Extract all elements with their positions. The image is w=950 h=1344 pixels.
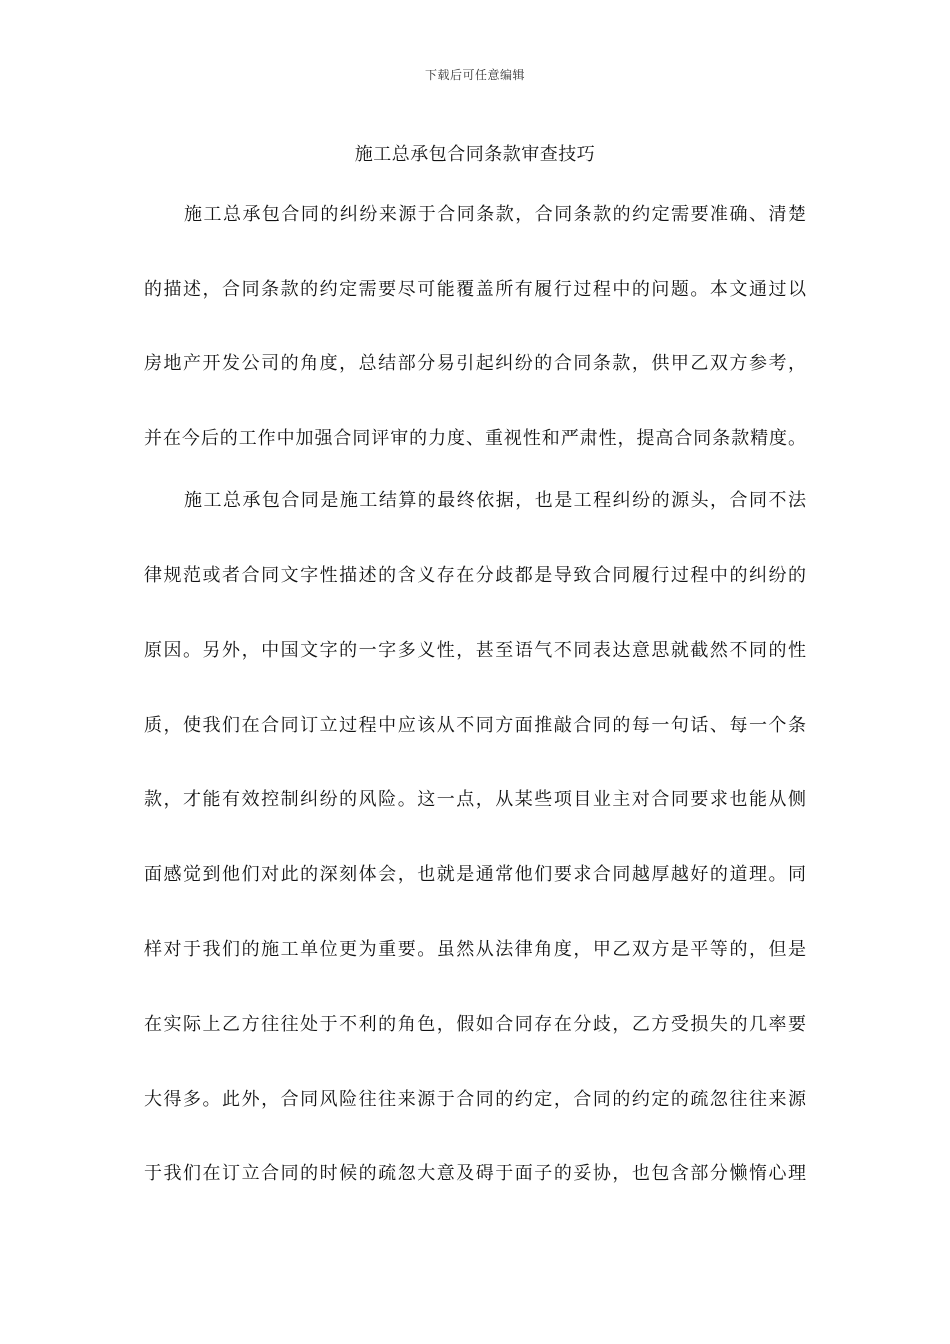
paragraph-line: 房地产开发公司的角度，总结部分易引起纠纷的合同条款，供甲乙双方参考， (144, 353, 806, 374)
paragraph-line: 并在今后的工作中加强合同评审的力度、重视性和严肃性，提高合同条款精度。 (144, 428, 806, 449)
paragraph-line: 原因。另外，中国文字的一字多义性，甚至语气不同表达意思就截然不同的性 (144, 640, 806, 661)
paragraph-line: 的描述，合同条款的约定需要尽可能覆盖所有履行过程中的问题。本文通过以 (144, 279, 806, 300)
paragraph-line: 质，使我们在合同订立过程中应该从不同方面推敲合同的每一句话、每一个条 (144, 715, 806, 736)
header-note: 下载后可任意编辑 (424, 68, 525, 82)
paragraph-line: 施工总承包合同的纠纷来源于合同条款，合同条款的约定需要准确、清楚 (184, 204, 806, 225)
paragraph-line: 律规范或者合同文字性描述的含义存在分歧都是导致合同履行过程中的纠纷的 (144, 565, 806, 586)
paragraph-line: 样对于我们的施工单位更为重要。虽然从法律角度，甲乙双方是平等的，但是 (144, 939, 806, 960)
paragraph-line: 面感觉到他们对此的深刻体会，也就是通常他们要求合同越厚越好的道理。同 (144, 864, 806, 885)
paragraph-line: 于我们在订立合同的时候的疏忽大意及碍于面子的妥协，也包含部分懒惰心理 (144, 1163, 806, 1184)
paragraph-line: 在实际上乙方往往处于不利的角色，假如合同存在分歧，乙方受损失的几率要 (144, 1014, 806, 1035)
paragraph-line: 大得多。此外，合同风险往往来源于合同的约定，合同的约定的疏忽往往来源 (144, 1089, 806, 1110)
document-title: 施工总承包合同条款审查技巧 (354, 144, 596, 165)
paragraph-line: 施工总承包合同是施工结算的最终依据，也是工程纠纷的源头，合同不法 (184, 490, 806, 511)
paragraph-line: 款，才能有效控制纠纷的风险。这一点，从某些项目业主对合同要求也能从侧 (144, 789, 806, 810)
